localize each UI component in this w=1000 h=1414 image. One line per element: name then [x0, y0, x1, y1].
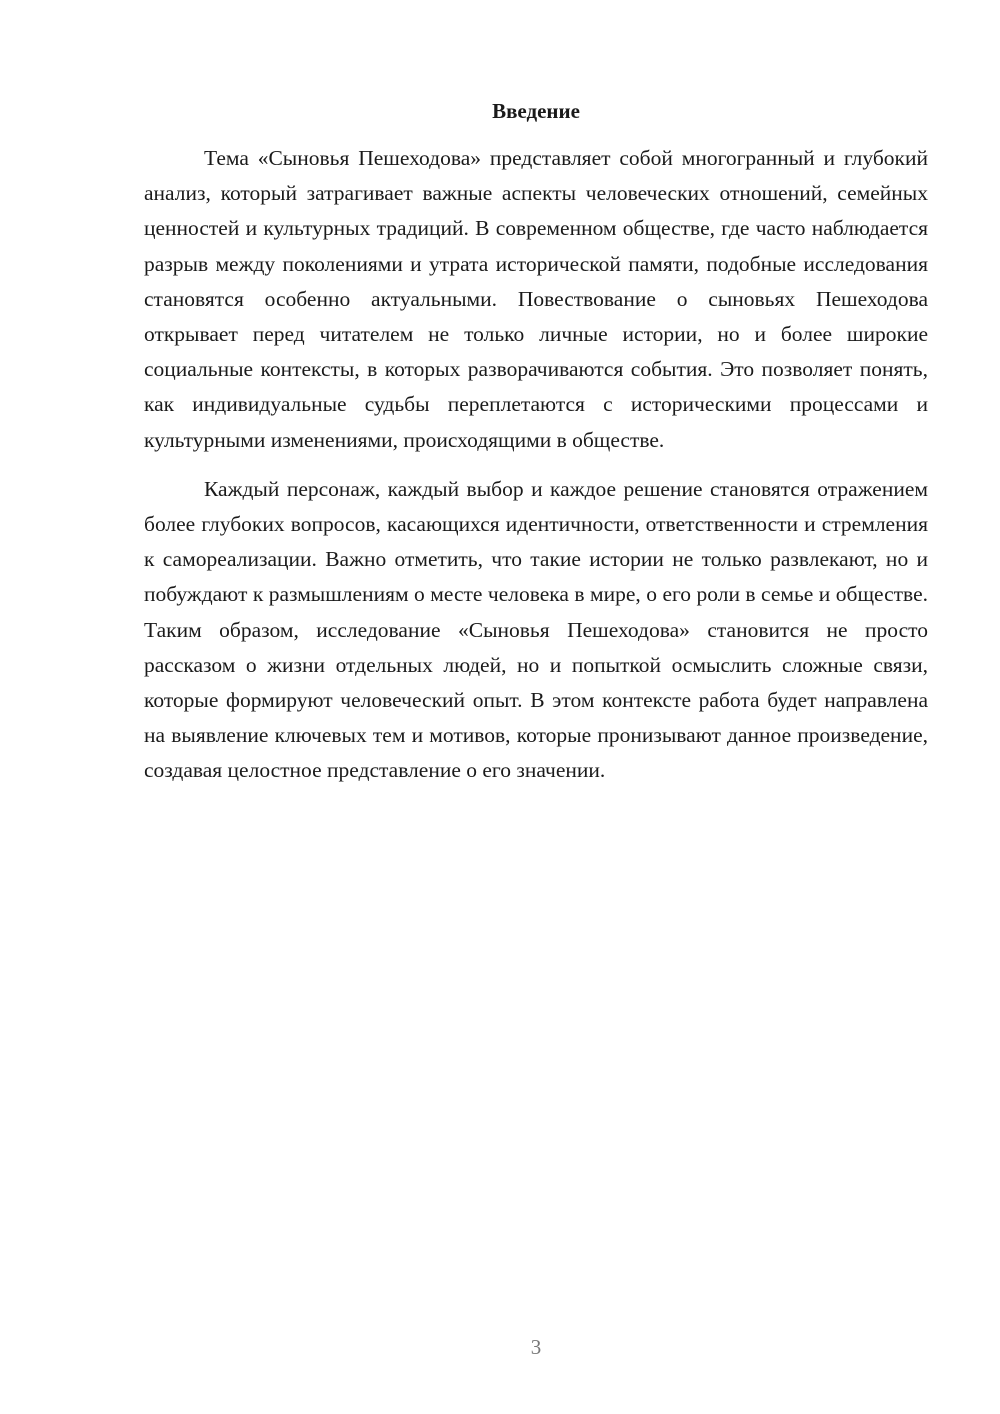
section-heading: Введение: [492, 99, 580, 123]
paragraph-2: Каждый персонаж, каждый выбор и каждое решение становятся отражением более глубоких вопросов, касающихся идентичности, ответственности и стремления к самореализации. Важно отметить, что такие истории не только развлекают, но и побуждают к размышлениям о месте человека в мире, о его роли в семье и обществе. Таким образом, исследование «Сыновья Пешеходова» становится не просто рассказом о жизни отдельных людей, но и попыткой осмыслить сложные связи, которые формируют человеческий опыт. В этом контексте работа будет направлена на выявление ключевых тем и мотивов, которые пронизывают данное произведение, создавая целостное представление о его значении.: [144, 476, 928, 783]
paragraph-1: Тема «Сыновья Пешеходова» представляет собой многогранный и глубокий анализ, который затрагивает важные аспекты человеческих отношений, семейных ценностей и культурных традиций. В современном обществе, где часто наблюдается разрыв между поколениями и утрата исторической памяти, подобные исследования становятся особенно актуальными. Повествование о сыновьях Пешеходова открывает перед читателем не только личные истории, но и более широкие социальные контексты, в которых разворачиваются события. Это позволяет понять, как индивидуальные судьбы переплетаются с историческими процессами и культурными изменениями, происходящими в обществе.: [144, 146, 928, 452]
page-number: 3: [530, 1335, 542, 1359]
body-text: [144, 141, 928, 789]
